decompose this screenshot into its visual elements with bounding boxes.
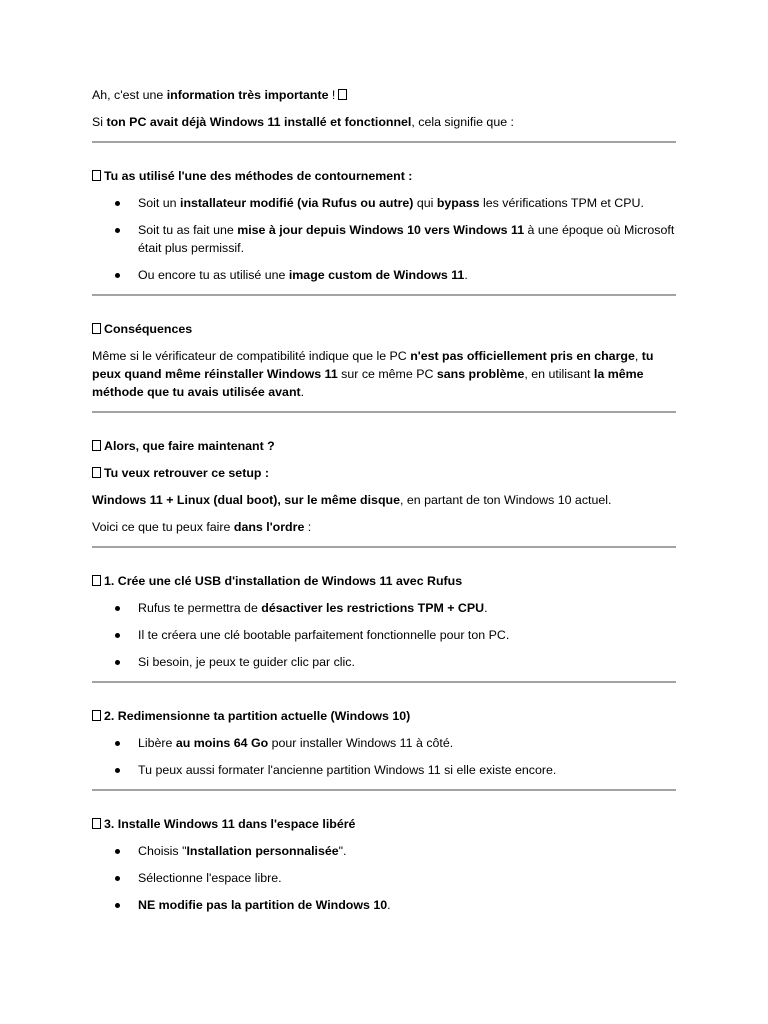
intro-line-1: Ah, c'est une information très importante !	[92, 86, 676, 104]
setup-heading: Tu veux retrouver ce setup :	[92, 464, 676, 482]
step-1-heading: 1. Crée une clé USB d'installation de Windows 11 avec Rufus	[92, 572, 676, 590]
bypass-methods-list	[92, 194, 676, 284]
missing-emoji-icon	[92, 575, 101, 586]
list-item: Soit tu as fait une mise à jour depuis Windows 10 vers Windows 11 à une époque où Microsoft était plus permissif.	[92, 221, 676, 257]
step-2-list	[92, 734, 676, 779]
missing-emoji-icon	[92, 818, 101, 829]
setup-description: Windows 11 + Linux (dual boot), sur le même disque, en partant de ton Windows 10 actuel.	[92, 493, 612, 507]
missing-emoji-icon	[92, 467, 101, 478]
missing-emoji-icon	[92, 323, 101, 334]
missing-emoji-icon	[338, 89, 347, 100]
intro-line-2: Si ton PC avait déjà Windows 11 installé et fonctionnel, cela signifie que :	[92, 115, 514, 129]
section-divider	[92, 546, 676, 548]
list-item: Il te créera une clé bootable parfaitement fonctionnelle pour ton PC.	[92, 626, 676, 644]
consequences-paragraph: Même si le vérificateur de compatibilité indique que le PC n'est pas officiellement pris en charge, tu peux quand même réinstaller Windows 11 sur ce même PC sans problème, en utilisant la même méthode que tu avais utilisée avant.	[92, 349, 654, 399]
section-divider	[92, 681, 676, 683]
section-divider	[92, 411, 676, 413]
section-heading-next: Alors, que faire maintenant ?	[92, 437, 676, 455]
list-item: Soit un installateur modifié (via Rufus ou autre) qui bypass les vérifications TPM et CPU.	[92, 194, 676, 212]
list-item: Rufus te permettra de désactiver les restrictions TPM + CPU.	[92, 599, 676, 617]
section-divider	[92, 294, 676, 296]
list-item: Choisis "Installation personnalisée".	[92, 842, 676, 860]
order-intro: Voici ce que tu peux faire dans l'ordre :	[92, 520, 312, 534]
missing-emoji-icon	[92, 170, 101, 181]
section-divider	[92, 789, 676, 791]
list-item: Ou encore tu as utilisé une image custom de Windows 11.	[92, 266, 676, 284]
section-heading-bypass: Tu as utilisé l'une des méthodes de contournement :	[92, 167, 676, 185]
section-divider	[92, 141, 676, 143]
step-3-heading: 3. Installe Windows 11 dans l'espace libéré	[92, 815, 676, 833]
step-1-list	[92, 599, 676, 671]
section-heading-consequences: Conséquences	[92, 320, 676, 338]
list-item: Tu peux aussi formater l'ancienne partition Windows 11 si elle existe encore.	[92, 761, 676, 779]
list-item: Sélectionne l'espace libre.	[92, 869, 676, 887]
document-page	[92, 86, 676, 914]
list-item: Libère au moins 64 Go pour installer Windows 11 à côté.	[92, 734, 676, 752]
step-2-heading: 2. Redimensionne ta partition actuelle (Windows 10)	[92, 707, 676, 725]
step-3-list	[92, 842, 676, 914]
list-item: NE modifie pas la partition de Windows 10.	[92, 896, 676, 914]
missing-emoji-icon	[92, 710, 101, 721]
missing-emoji-icon	[92, 440, 101, 451]
list-item: Si besoin, je peux te guider clic par clic.	[92, 653, 676, 671]
